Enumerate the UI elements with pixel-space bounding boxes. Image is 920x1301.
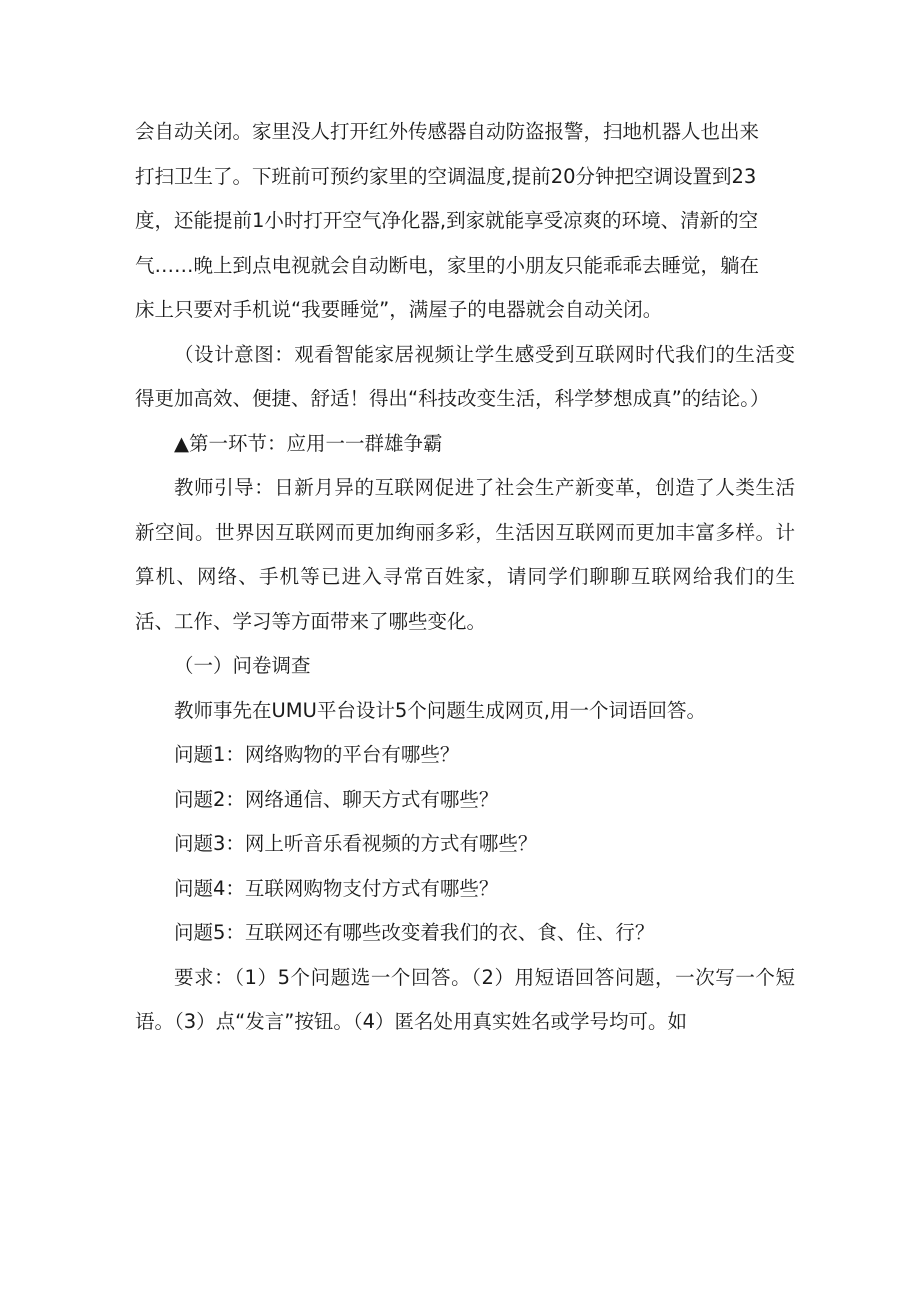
- paragraph-smart-home-line-5: 床上只要对手机说“我要睡觉”，满屋子的电器就会自动关闭。: [135, 298, 663, 321]
- question-item-1: 问题1：网络购物的平台有哪些？: [174, 743, 460, 766]
- teacher-guide-paragraph: 教师引导：日新月异的互联网促进了社会生产新变革，创造了人类生活新空间。世界因互联网而更加绚丽多彩，生活因互联网而更加丰富多样。计算机、网络、手机等已进入寻常百姓家，请同学们聊聊互联网给我们的生活、工作、学习等方面带来了哪些变化。: [135, 476, 795, 633]
- paragraph-smart-home-line-1: 会自动关闭。家里没人打开红外传感器自动防盗报警，扫地机器人也出来: [135, 120, 760, 143]
- design-intent-paragraph: （设计意图：观看智能家居视频让学生感受到互联网时代我们的生活变得更加高效、便捷、舒适！得出“科技改变生活，科学梦想成真”的结论。）: [135, 342, 795, 410]
- survey-subheading: （一）问卷调查: [174, 654, 311, 677]
- paragraph-smart-home-line-4: 气……晚上到点电视就会自动断电，家里的小朋友只能乖乖去睡觉，躺在: [135, 253, 760, 277]
- question-item-3: 问题3：网上听音乐看视频的方式有哪些？: [174, 832, 538, 855]
- question-item-4: 问题4：互联网购物支付方式有哪些？: [174, 876, 499, 900]
- requirements-paragraph: 要求：（1）5个问题选一个回答。（2）用短语回答问题，一次写一个短语。（3）点“发言”按钮。（4）匿名处用真实姓名或学号均可。如: [135, 965, 795, 1033]
- section-heading: ▲第一环节：应用一一群雄争霸: [174, 431, 443, 455]
- paragraph-smart-home-line-3: 度，还能提前1小时打开空气净化器,到家就能享受凉爽的环境、清新的空: [135, 209, 759, 232]
- survey-intro-paragraph: 教师事先在UMU平台设计5个问题生成网页,用一个词语回答。: [174, 698, 706, 722]
- question-item-5: 问题5：互联网还有哪些改变着我们的衣、食、住、行？: [174, 921, 655, 944]
- paragraph-smart-home-line-2: 打扫卫生了。下班前可预约家里的空调温度,提前20分钟把空调设置到23: [135, 164, 757, 188]
- document-body: [135, 110, 795, 1045]
- question-item-2: 问题2：网络通信、聊天方式有哪些？: [174, 787, 499, 811]
